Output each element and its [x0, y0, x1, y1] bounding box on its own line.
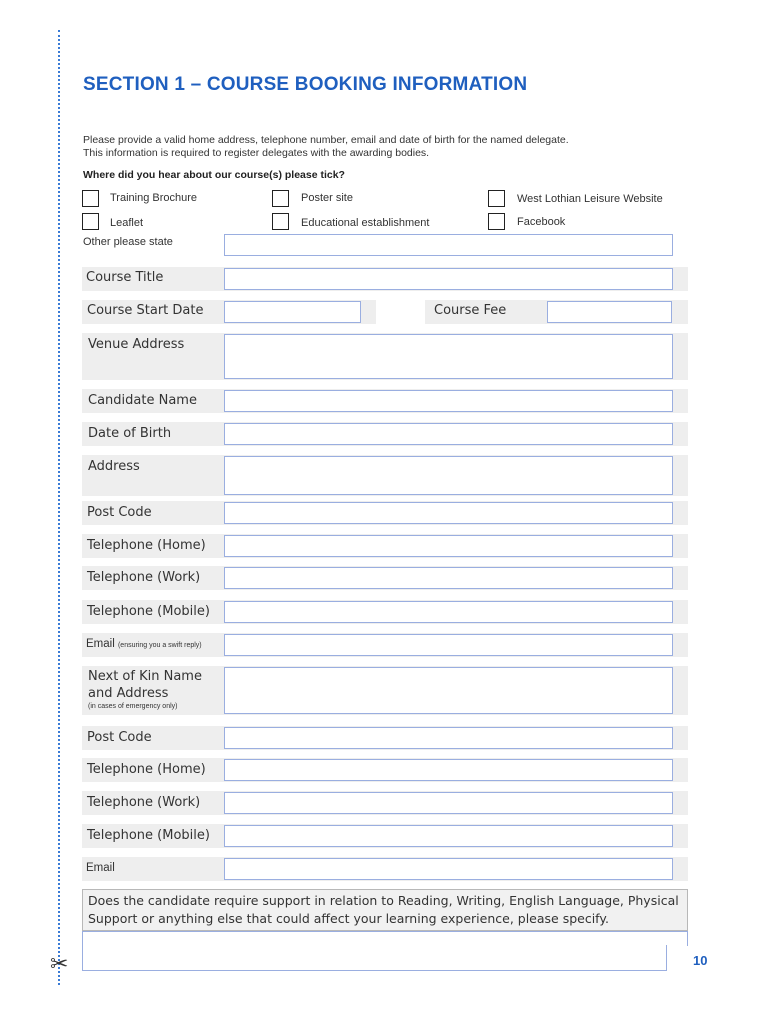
checkbox-facebook[interactable] — [488, 213, 505, 230]
tel-home-input[interactable] — [224, 535, 673, 557]
option-west-lothian: West Lothian Leisure Website — [517, 193, 663, 205]
checkbox-west-lothian[interactable] — [488, 190, 505, 207]
tel-mobile-label: Telephone (Mobile) — [87, 604, 210, 619]
candidate-name-input[interactable] — [224, 390, 673, 412]
tel-mobile-input[interactable] — [224, 601, 673, 623]
nok-input[interactable] — [224, 667, 673, 714]
nok-tel-work-label: Telephone (Work) — [87, 795, 201, 810]
intro-line-2: This information is required to register delegates with the awarding bodies. — [83, 147, 430, 159]
intro-text — [83, 134, 569, 160]
nok-label-line2: and Address — [88, 686, 169, 701]
source-question: Where did you hear about our course(s) please tick? — [83, 169, 345, 181]
option-educational: Educational establishment — [301, 217, 430, 229]
nok-label — [88, 668, 202, 711]
nok-label-line1: Next of Kin Name — [88, 669, 202, 684]
nok-email-input[interactable] — [224, 858, 673, 880]
candidate-name-label: Candidate Name — [88, 393, 197, 408]
dob-input[interactable] — [224, 423, 673, 445]
address-label: Address — [88, 459, 140, 474]
scissors-icon: ✂ — [50, 951, 69, 976]
venue-address-input[interactable] — [224, 334, 673, 379]
tel-home-label: Telephone (Home) — [87, 538, 206, 553]
option-leaflet: Leaflet — [110, 217, 144, 229]
dob-label: Date of Birth — [88, 426, 172, 441]
course-title-label: Course Title — [86, 270, 164, 285]
email-note: (ensuring you a swift reply) — [117, 642, 202, 649]
nok-tel-mobile-label: Telephone (Mobile) — [87, 828, 210, 843]
email-label — [86, 638, 202, 650]
support-input-corner — [666, 931, 688, 946]
tel-work-label: Telephone (Work) — [87, 570, 201, 585]
post-code-label: Post Code — [87, 505, 152, 520]
cut-line — [58, 30, 60, 985]
checkbox-leaflet[interactable] — [82, 213, 99, 230]
tel-work-input[interactable] — [224, 567, 673, 589]
course-start-date-label: Course Start Date — [87, 303, 204, 318]
email-input[interactable] — [224, 634, 673, 656]
course-start-date-input[interactable] — [224, 301, 361, 323]
checkbox-training-brochure[interactable] — [82, 190, 99, 207]
nok-tel-work-input[interactable] — [224, 792, 673, 814]
option-training-brochure: Training Brochure — [110, 192, 198, 204]
other-label: Other please state — [83, 236, 173, 248]
address-input[interactable] — [224, 456, 673, 495]
nok-email-label: Email — [86, 862, 115, 874]
nok-tel-home-input[interactable] — [224, 759, 673, 781]
option-facebook: Facebook — [517, 216, 566, 228]
intro-line-1: Please provide a valid home address, telephone number, email and date of birth for the named delegate. — [83, 134, 569, 146]
course-fee-label: Course Fee — [434, 303, 507, 318]
support-question: Does the candidate require support in relation to Reading, Writing, English Language, Physical Support or anything else that could affect your learning experience, please specify. — [88, 893, 679, 926]
option-poster-site: Poster site — [301, 192, 353, 204]
other-input[interactable] — [224, 234, 673, 256]
nok-post-code-label: Post Code — [87, 730, 152, 745]
email-label-text: Email — [86, 638, 115, 650]
nok-tel-mobile-input[interactable] — [224, 825, 673, 847]
nok-tel-home-label: Telephone (Home) — [87, 762, 206, 777]
nok-note: (in cases of emergency only) — [88, 703, 178, 710]
course-fee-input[interactable] — [547, 301, 672, 323]
post-code-input[interactable] — [224, 502, 673, 524]
section-title: SECTION 1 – COURSE BOOKING INFORMATION — [83, 74, 528, 95]
support-input[interactable] — [82, 931, 667, 971]
nok-post-code-input[interactable] — [224, 727, 673, 749]
venue-address-label: Venue Address — [88, 337, 185, 352]
checkbox-poster-site[interactable] — [272, 190, 289, 207]
support-input-corner-edge — [666, 945, 667, 971]
page-number: 10 — [693, 953, 708, 968]
checkbox-educational[interactable] — [272, 213, 289, 230]
course-title-input[interactable] — [224, 268, 673, 290]
